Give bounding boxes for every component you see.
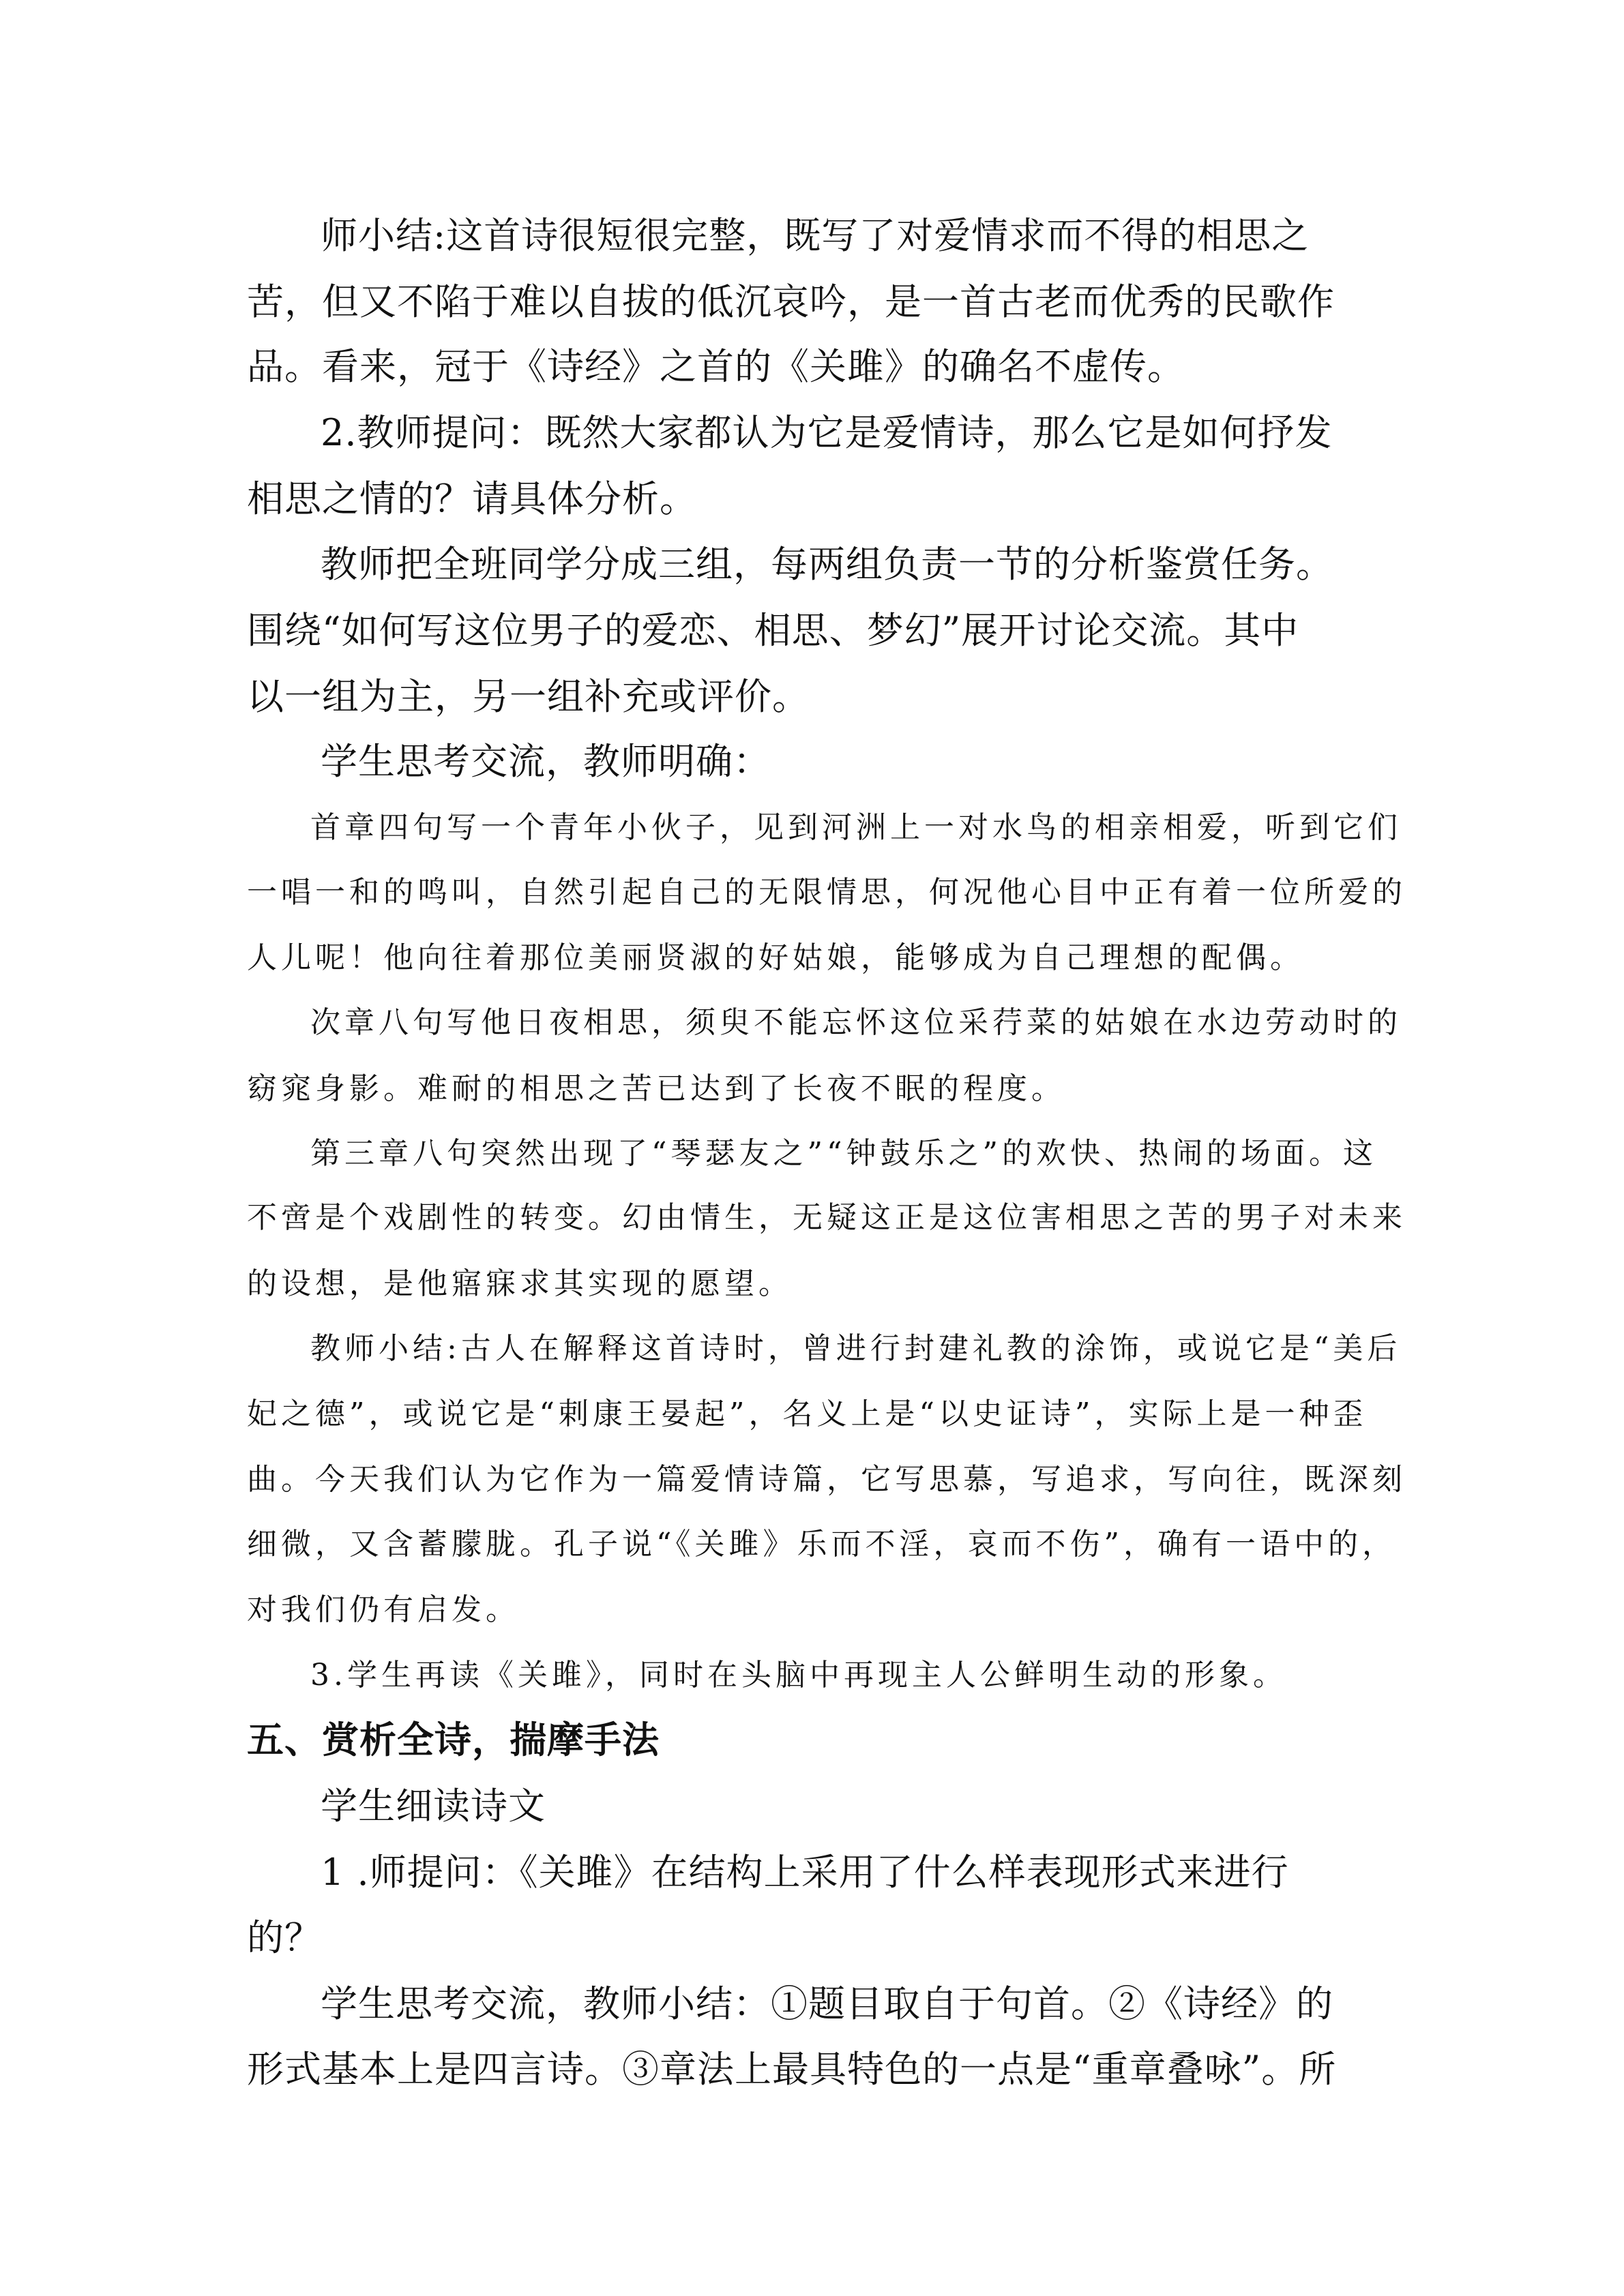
paragraph-line: 2.教师提问：既然大家都认为它是爱情诗，那么它是如何抒发 xyxy=(321,411,1333,454)
paragraph-line: 细微，又含蓄朦胧。孔子说“《关雎》乐而不淫，哀而不伤”，确有一语中的， xyxy=(247,1527,1396,1562)
paragraph-line: 的设想，是他寤寐求其实现的愿望。 xyxy=(247,1266,793,1301)
paragraph-line: 教师小结:古人在解释这首诗时，曾进行封建礼教的涂饰，或说它是“美后 xyxy=(310,1331,1402,1366)
section-heading: 五、赏析全诗，揣摩手法 xyxy=(247,1718,660,1761)
paragraph-line: 不啻是个戏剧性的转变。幻由情生，无疑这正是这位害相思之苦的男子对未来 xyxy=(247,1200,1406,1235)
paragraph-line: 围绕“如何写这位男子的爱恋、相思、梦幻”展开讨论交流。其中 xyxy=(247,609,1299,652)
paragraph-line: 苦，但又不陷于难以自拔的低沉哀吟，是一首古老而优秀的民歌作 xyxy=(247,280,1335,323)
paragraph-line: 师小结:这首诗很短很完整，既写了对爱情求而不得的相思之 xyxy=(321,214,1310,257)
paragraph-line: 形式基本上是四言诗。③章法上最具特色的一点是“重章叠咏”。所 xyxy=(247,2048,1337,2091)
paragraph-line: 以一组为主，另一组补充或评价。 xyxy=(247,675,810,718)
paragraph-line: 3.学生再读《关雎》，同时在头脑中再现主人公鲜明生动的形象。 xyxy=(310,1658,1287,1693)
paragraph-line: 学生思考交流，教师小结：①题目取自于句首。②《诗经》的 xyxy=(321,1982,1333,2025)
paragraph-line: 相思之情的？请具体分析。 xyxy=(247,477,697,520)
paragraph-line: 曲。今天我们认为它作为一篇爱情诗篇，它写思慕，写追求，写向往，既深刻 xyxy=(247,1462,1406,1497)
paragraph-line: 学生思考交流，教师明确： xyxy=(321,740,771,783)
paragraph-line: 首章四句写一个青年小伙子，见到河洲上一对水鸟的相亲相爱，听到它们 xyxy=(310,810,1402,845)
paragraph-line: 1 .师提问：《关雎》在结构上采用了什么样表现形式来进行 xyxy=(321,1851,1289,1894)
paragraph-line: 窈窕身影。难耐的相思之苦已达到了长夜不眠的程度。 xyxy=(247,1071,1065,1106)
paragraph-line: 对我们仍有启发。 xyxy=(247,1592,520,1627)
paragraph-line: 次章八句写他日夜相思，须臾不能忘怀这位采荇菜的姑娘在水边劳动时的 xyxy=(310,1005,1402,1040)
paragraph-line: 品。看来，冠于《诗经》之首的《关雎》的确名不虚传。 xyxy=(247,345,1185,388)
paragraph-line: 妃之德”，或说它是“剌康王晏起”，名义上是“以史证诗”，实际上是一种歪 xyxy=(247,1397,1368,1431)
paragraph-line: 的？ xyxy=(247,1916,322,1959)
paragraph-line: 第三章八句突然出现了“琴瑟友之”“钟鼓乐之”的欢快、热闹的场面。这 xyxy=(310,1136,1377,1171)
paragraph-line: 学生细读诗文 xyxy=(321,1785,546,1828)
paragraph-line: 人儿呢！他向往着那位美丽贤淑的好姑娘，能够成为自己理想的配偶。 xyxy=(247,940,1304,975)
paragraph-line: 教师把全班同学分成三组，每两组负责一节的分析鉴赏任务。 xyxy=(321,543,1333,586)
paragraph-line: 一唱一和的鸣叫，自然引起自己的无限情思，何况他心目中正有着一位所爱的 xyxy=(247,875,1406,910)
